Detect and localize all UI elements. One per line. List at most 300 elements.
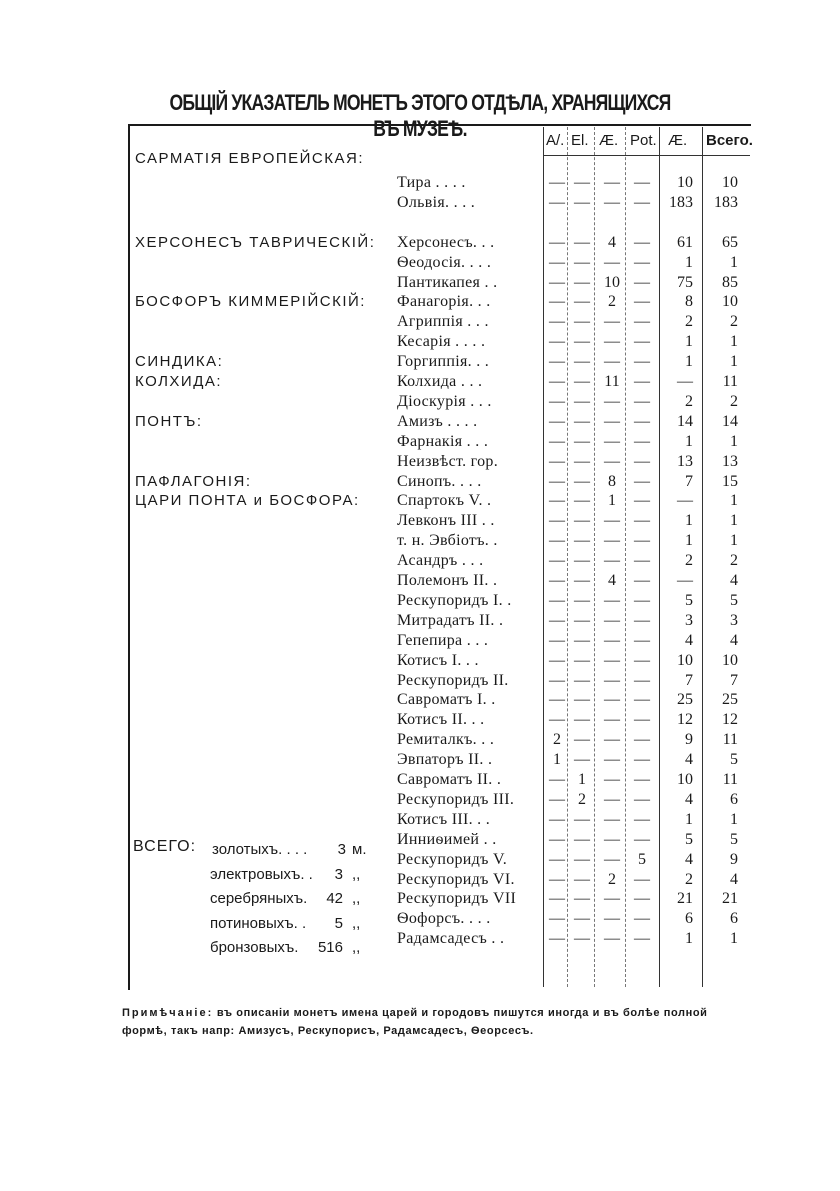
- summary-label: бронзовыхъ.: [210, 939, 299, 956]
- city-name: Котисъ II. . .: [397, 711, 485, 729]
- cell-potin: —: [634, 532, 650, 550]
- cell-potin: —: [634, 790, 650, 808]
- cell-electrum: —: [574, 333, 590, 351]
- summary-label: потиновыхъ. .: [210, 914, 307, 932]
- cell-potin: —: [634, 930, 650, 948]
- cell-silver: —: [604, 353, 620, 371]
- cell-electrum: 1: [578, 771, 586, 788]
- footnote: [122, 1004, 752, 1040]
- region-name: САРМАТІЯ ЕВРОПЕЙСКАЯ:: [135, 150, 364, 167]
- cell-total: 25: [722, 691, 738, 709]
- cell-gold: —: [549, 333, 565, 351]
- region-name: ПОНТЪ:: [135, 412, 203, 430]
- cell-total: 7: [730, 671, 738, 689]
- cell-gold: —: [549, 512, 565, 530]
- cell-gold: 2: [553, 731, 561, 749]
- summary-value: 3: [337, 841, 346, 858]
- city-name: Ѳофорсъ. . . .: [397, 910, 491, 928]
- cell-electrum: —: [574, 930, 590, 948]
- page-title: ОБЩІЙ УКАЗАТЕЛЬ МОНЕТЪ ЭТОГО ОТДѢЛА, ХРАНЯЩИХСЯ ВЪ МУЗЕѢ.: [169, 90, 671, 141]
- cell-gold: —: [549, 890, 565, 908]
- cell-total: 9: [730, 850, 738, 868]
- cell-electrum: —: [574, 751, 590, 769]
- cell-silver: —: [604, 691, 620, 709]
- column-header: El.: [571, 132, 589, 149]
- summary-value: 516: [317, 939, 343, 956]
- cell-total: 5: [730, 591, 738, 609]
- cell-silver: —: [604, 552, 620, 570]
- cell-electrum: —: [574, 512, 590, 530]
- summary-label: серебряныхъ.: [210, 890, 308, 907]
- cell-total: 10: [722, 174, 738, 191]
- cell-electrum: —: [574, 532, 590, 550]
- cell-bronze: 1: [685, 333, 693, 351]
- cell-bronze: 1: [685, 512, 693, 530]
- cell-total: 1: [730, 810, 738, 828]
- column-rule: [625, 127, 626, 987]
- cell-potin: —: [634, 691, 650, 709]
- cell-silver: —: [604, 392, 620, 410]
- cell-silver: 2: [608, 293, 616, 311]
- cell-potin: —: [634, 572, 650, 589]
- cell-total: 10: [722, 651, 738, 669]
- header-underline: [543, 155, 750, 156]
- city-name: Фанагорія. . .: [397, 293, 491, 311]
- cell-total: 6: [730, 790, 738, 808]
- summary-unit: м.: [352, 841, 367, 858]
- cell-bronze: 13: [677, 452, 693, 470]
- cell-potin: —: [634, 333, 650, 351]
- cell-gold: 1: [553, 751, 561, 769]
- cell-gold: —: [549, 870, 565, 888]
- column-header: Æ.: [599, 132, 619, 149]
- cell-total: 11: [722, 373, 738, 390]
- cell-gold: —: [549, 930, 565, 948]
- city-name: т. н. Эвбіотъ. .: [397, 532, 498, 550]
- cell-gold: —: [549, 790, 565, 808]
- cell-electrum: —: [574, 611, 590, 629]
- cell-gold: —: [549, 273, 565, 291]
- cell-silver: —: [604, 412, 620, 430]
- cell-total: 4: [730, 631, 738, 649]
- cell-bronze: 2: [685, 870, 693, 888]
- cell-bronze: —: [677, 572, 693, 589]
- cell-potin: —: [634, 392, 650, 410]
- cell-potin: —: [634, 273, 650, 291]
- summary-unit: ,,: [352, 914, 361, 932]
- cell-total: 3: [730, 611, 738, 629]
- cell-total: 85: [722, 273, 738, 291]
- cell-bronze: 75: [677, 273, 693, 291]
- cell-potin: —: [634, 293, 650, 311]
- cell-gold: —: [549, 193, 565, 211]
- cell-silver: —: [604, 671, 620, 689]
- cell-electrum: —: [574, 373, 590, 390]
- cell-total: 1: [730, 532, 738, 550]
- cell-silver: —: [604, 751, 620, 769]
- cell-silver: —: [604, 333, 620, 351]
- cell-gold: —: [549, 611, 565, 629]
- cell-potin: —: [634, 830, 650, 848]
- cell-gold: —: [549, 353, 565, 371]
- city-name: Херсонесъ. . .: [397, 233, 495, 251]
- city-name: Рескупоридъ V.: [397, 850, 508, 868]
- summary-value: 3: [334, 865, 343, 883]
- cell-silver: 11: [604, 373, 620, 390]
- cell-electrum: 2: [578, 790, 586, 808]
- cell-electrum: —: [574, 870, 590, 888]
- cell-bronze: 1: [685, 810, 693, 828]
- cell-gold: —: [549, 293, 565, 311]
- cell-silver: —: [604, 790, 620, 808]
- cell-total: 11: [722, 771, 738, 788]
- region-name: БОСФОРЪ КИММЕРІЙСКІЙ:: [135, 293, 366, 311]
- cell-bronze: 10: [677, 174, 693, 191]
- cell-bronze: 10: [677, 771, 693, 788]
- city-name: Рескупоридъ I. .: [397, 591, 512, 609]
- cell-total: 1: [730, 432, 738, 450]
- cell-silver: —: [604, 910, 620, 928]
- cell-gold: —: [549, 472, 565, 490]
- cell-electrum: —: [574, 910, 590, 928]
- cell-bronze: 21: [677, 890, 693, 908]
- cell-electrum: —: [574, 452, 590, 470]
- cell-total: 2: [730, 392, 738, 410]
- column-header: Всего.: [706, 132, 753, 149]
- cell-silver: —: [604, 850, 620, 868]
- city-name: Котисъ I. . .: [397, 651, 479, 669]
- cell-gold: —: [549, 691, 565, 709]
- cell-potin: —: [634, 751, 650, 769]
- cell-gold: —: [549, 174, 565, 191]
- cell-silver: —: [604, 631, 620, 649]
- cell-potin: —: [634, 353, 650, 371]
- cell-potin: —: [634, 174, 650, 191]
- city-name: Инниѳимей . .: [397, 830, 497, 848]
- cell-gold: —: [549, 233, 565, 251]
- cell-total: 183: [714, 193, 738, 211]
- city-name: Радамсадесъ . .: [397, 930, 505, 948]
- city-name: Рескупоридъ II.: [397, 671, 509, 689]
- cell-total: 65: [722, 233, 738, 251]
- cell-total: 11: [722, 731, 738, 749]
- cell-total: 1: [730, 930, 738, 948]
- summary-value: 5: [334, 914, 343, 932]
- city-name: Левконъ III . .: [397, 512, 495, 530]
- city-name: Савроматъ II. .: [397, 771, 502, 788]
- cell-silver: —: [604, 193, 620, 211]
- city-name: Кесарія . . . .: [397, 333, 486, 351]
- cell-gold: —: [549, 452, 565, 470]
- cell-potin: —: [634, 611, 650, 629]
- cell-potin: —: [634, 771, 650, 788]
- cell-total: 4: [730, 572, 738, 589]
- cell-gold: —: [549, 392, 565, 410]
- cell-bronze: 1: [685, 930, 693, 948]
- region-name: ПАФЛАГОНІЯ:: [135, 472, 252, 490]
- cell-bronze: —: [677, 373, 693, 390]
- cell-potin: —: [634, 631, 650, 649]
- cell-potin: —: [634, 910, 650, 928]
- cell-silver: —: [604, 611, 620, 629]
- cell-gold: —: [549, 532, 565, 550]
- city-name: Ѳеодосія. . . .: [397, 253, 492, 271]
- cell-potin: —: [634, 412, 650, 430]
- cell-total: 1: [730, 253, 738, 271]
- cell-gold: —: [549, 432, 565, 450]
- cell-bronze: 5: [685, 591, 693, 609]
- cell-potin: —: [634, 492, 650, 510]
- cell-gold: —: [549, 910, 565, 928]
- column-header: Æ.: [668, 132, 688, 149]
- cell-silver: 4: [608, 233, 616, 251]
- cell-bronze: 5: [685, 830, 693, 848]
- cell-electrum: —: [574, 392, 590, 410]
- cell-total: 4: [730, 870, 738, 888]
- cell-gold: —: [549, 412, 565, 430]
- city-name: Амизъ . . . .: [397, 412, 478, 430]
- column-header: Pot.: [630, 132, 657, 149]
- cell-silver: 8: [608, 472, 616, 490]
- summary-label: золотыхъ. . . .: [212, 841, 308, 858]
- city-name: Ремиталкъ. . .: [397, 731, 495, 749]
- cell-silver: —: [604, 890, 620, 908]
- cell-electrum: —: [574, 591, 590, 609]
- cell-total: 13: [722, 452, 738, 470]
- cell-potin: —: [634, 552, 650, 570]
- cell-bronze: 25: [677, 691, 693, 709]
- cell-potin: —: [634, 512, 650, 530]
- region-name: ЦАРИ ПОНТА и БОСФОРА:: [135, 492, 360, 510]
- cell-potin: —: [634, 711, 650, 729]
- cell-electrum: —: [574, 253, 590, 271]
- city-name: Спартокъ V. .: [397, 492, 492, 510]
- cell-electrum: —: [574, 631, 590, 649]
- cell-gold: —: [549, 850, 565, 868]
- column-header: А/.: [546, 132, 565, 149]
- cell-bronze: 4: [685, 790, 693, 808]
- cell-potin: —: [634, 313, 650, 331]
- cell-gold: —: [549, 313, 565, 331]
- cell-bronze: 7: [685, 671, 693, 689]
- cell-bronze: 6: [685, 910, 693, 928]
- cell-gold: —: [549, 373, 565, 390]
- cell-electrum: —: [574, 492, 590, 510]
- cell-total: 10: [722, 293, 738, 311]
- cell-potin: —: [634, 870, 650, 888]
- footnote-lead: Примѣчаніе:: [122, 1007, 214, 1019]
- city-name: Митрадатъ II. .: [397, 611, 504, 629]
- summary-unit: ,,: [352, 865, 361, 883]
- cell-gold: —: [549, 631, 565, 649]
- cell-potin: —: [634, 591, 650, 609]
- cell-total: 6: [730, 910, 738, 928]
- cell-total: 1: [730, 353, 738, 371]
- city-name: Синопъ. . . .: [397, 472, 482, 490]
- city-name: Полемонъ II. .: [397, 572, 498, 589]
- cell-potin: 5: [638, 850, 646, 868]
- cell-potin: —: [634, 432, 650, 450]
- cell-silver: —: [604, 532, 620, 550]
- cell-bronze: 61: [677, 233, 693, 251]
- cell-electrum: —: [574, 572, 590, 589]
- city-name: Пантикапея . .: [397, 273, 498, 291]
- cell-gold: —: [549, 572, 565, 589]
- cell-bronze: 4: [685, 751, 693, 769]
- city-name: Діоскурія . . .: [397, 392, 492, 410]
- cell-electrum: —: [574, 671, 590, 689]
- cell-electrum: —: [574, 193, 590, 211]
- cell-total: 12: [722, 711, 738, 729]
- summary-unit: ,,: [352, 939, 361, 956]
- cell-electrum: —: [574, 472, 590, 490]
- cell-potin: —: [634, 253, 650, 271]
- cell-silver: —: [604, 930, 620, 948]
- cell-total: 5: [730, 830, 738, 848]
- cell-silver: —: [604, 452, 620, 470]
- column-rule: [594, 127, 595, 987]
- cell-total: 1: [730, 333, 738, 351]
- city-name: Ольвія. . . .: [397, 193, 476, 211]
- cell-electrum: —: [574, 353, 590, 371]
- region-name: ХЕРСОНЕСЪ ТАВРИЧЕСКІЙ:: [135, 233, 376, 251]
- cell-silver: —: [604, 711, 620, 729]
- cell-electrum: —: [574, 890, 590, 908]
- cell-silver: 4: [608, 572, 616, 589]
- cell-potin: —: [634, 651, 650, 669]
- cell-potin: —: [634, 890, 650, 908]
- cell-potin: —: [634, 193, 650, 211]
- city-name: Котисъ III. . .: [397, 810, 491, 828]
- cell-gold: —: [549, 830, 565, 848]
- cell-silver: 1: [608, 492, 616, 510]
- cell-bronze: 1: [685, 353, 693, 371]
- cell-electrum: —: [574, 273, 590, 291]
- cell-bronze: 1: [685, 432, 693, 450]
- cell-gold: —: [549, 492, 565, 510]
- city-name: Фарнакія . . .: [397, 432, 489, 450]
- city-name: Рескупоридъ III.: [397, 790, 515, 808]
- region-name: КОЛХИДА:: [135, 373, 223, 390]
- cell-electrum: —: [574, 731, 590, 749]
- cell-electrum: —: [574, 313, 590, 331]
- cell-potin: —: [634, 810, 650, 828]
- cell-bronze: 4: [685, 631, 693, 649]
- cell-silver: —: [604, 512, 620, 530]
- cell-bronze: 2: [685, 552, 693, 570]
- cell-total: 14: [722, 412, 738, 430]
- footnote-text: въ описаніи монетъ имена царей и городовъ пишутся иногда и въ болѣе полной формѣ, такъ напр: Амизусъ, Рескупорисъ, Радамсадесъ, Ѳеорсесъ.: [122, 1007, 708, 1037]
- cell-total: 21: [722, 890, 738, 908]
- cell-silver: 2: [608, 870, 616, 888]
- cell-electrum: —: [574, 174, 590, 191]
- summary-label: электровыхъ. .: [210, 865, 313, 883]
- cell-silver: —: [604, 830, 620, 848]
- city-name: Эвпаторъ II. .: [397, 751, 493, 769]
- cell-electrum: —: [574, 552, 590, 570]
- cell-electrum: —: [574, 810, 590, 828]
- cell-bronze: 10: [677, 651, 693, 669]
- cell-silver: —: [604, 313, 620, 331]
- cell-potin: —: [634, 452, 650, 470]
- cell-potin: —: [634, 373, 650, 390]
- cell-bronze: 4: [685, 850, 693, 868]
- cell-silver: —: [604, 651, 620, 669]
- cell-potin: —: [634, 472, 650, 490]
- cell-total: 2: [730, 552, 738, 570]
- cell-gold: —: [549, 552, 565, 570]
- cell-gold: —: [549, 671, 565, 689]
- cell-silver: —: [604, 771, 620, 788]
- cell-electrum: —: [574, 412, 590, 430]
- city-name: Неизвѣст. гор.: [397, 452, 499, 470]
- city-name: Тира . . . .: [397, 174, 466, 191]
- cell-total: 1: [730, 512, 738, 530]
- region-name: СИНДИКА:: [135, 353, 224, 371]
- cell-bronze: 8: [685, 293, 693, 311]
- cell-bronze: 183: [669, 193, 693, 211]
- city-name: Асандръ . . .: [397, 552, 484, 570]
- cell-potin: —: [634, 233, 650, 251]
- cell-gold: —: [549, 771, 565, 788]
- cell-total: 15: [722, 472, 738, 490]
- cell-bronze: 2: [685, 392, 693, 410]
- cell-bronze: 2: [685, 313, 693, 331]
- column-rule: [702, 127, 703, 987]
- cell-silver: —: [604, 591, 620, 609]
- cell-bronze: 3: [685, 611, 693, 629]
- summary-unit: ,,: [352, 890, 361, 907]
- cell-bronze: —: [677, 492, 693, 510]
- cell-bronze: 12: [677, 711, 693, 729]
- cell-electrum: —: [574, 830, 590, 848]
- cell-electrum: —: [574, 651, 590, 669]
- city-name: Гепепира . . .: [397, 631, 489, 649]
- cell-silver: 10: [604, 273, 620, 291]
- city-name: Савроматъ I. .: [397, 691, 496, 709]
- cell-electrum: —: [574, 850, 590, 868]
- city-name: Агриппія . . .: [397, 313, 489, 331]
- cell-silver: —: [604, 174, 620, 191]
- cell-electrum: —: [574, 432, 590, 450]
- city-name: Горгиппія. . .: [397, 353, 490, 371]
- cell-bronze: 1: [685, 253, 693, 271]
- cell-potin: —: [634, 731, 650, 749]
- cell-bronze: 14: [677, 412, 693, 430]
- cell-gold: —: [549, 810, 565, 828]
- cell-electrum: —: [574, 233, 590, 251]
- cell-electrum: —: [574, 293, 590, 311]
- cell-bronze: 9: [685, 731, 693, 749]
- cell-gold: —: [549, 591, 565, 609]
- summary-heading: ВСЕГО:: [133, 838, 197, 855]
- cell-electrum: —: [574, 691, 590, 709]
- cell-gold: —: [549, 711, 565, 729]
- summary-value: 42: [326, 890, 343, 907]
- cell-total: 2: [730, 313, 738, 331]
- cell-total: 5: [730, 751, 738, 769]
- cell-silver: —: [604, 253, 620, 271]
- cell-bronze: 1: [685, 532, 693, 550]
- column-rule: [543, 127, 544, 987]
- cell-total: 1: [730, 492, 738, 510]
- city-name: Рескупоридъ VII: [397, 890, 517, 908]
- city-name: Колхида . . .: [397, 373, 483, 390]
- cell-silver: —: [604, 731, 620, 749]
- cell-gold: —: [549, 651, 565, 669]
- cell-potin: —: [634, 671, 650, 689]
- city-name: Рескупоридъ VI.: [397, 870, 515, 888]
